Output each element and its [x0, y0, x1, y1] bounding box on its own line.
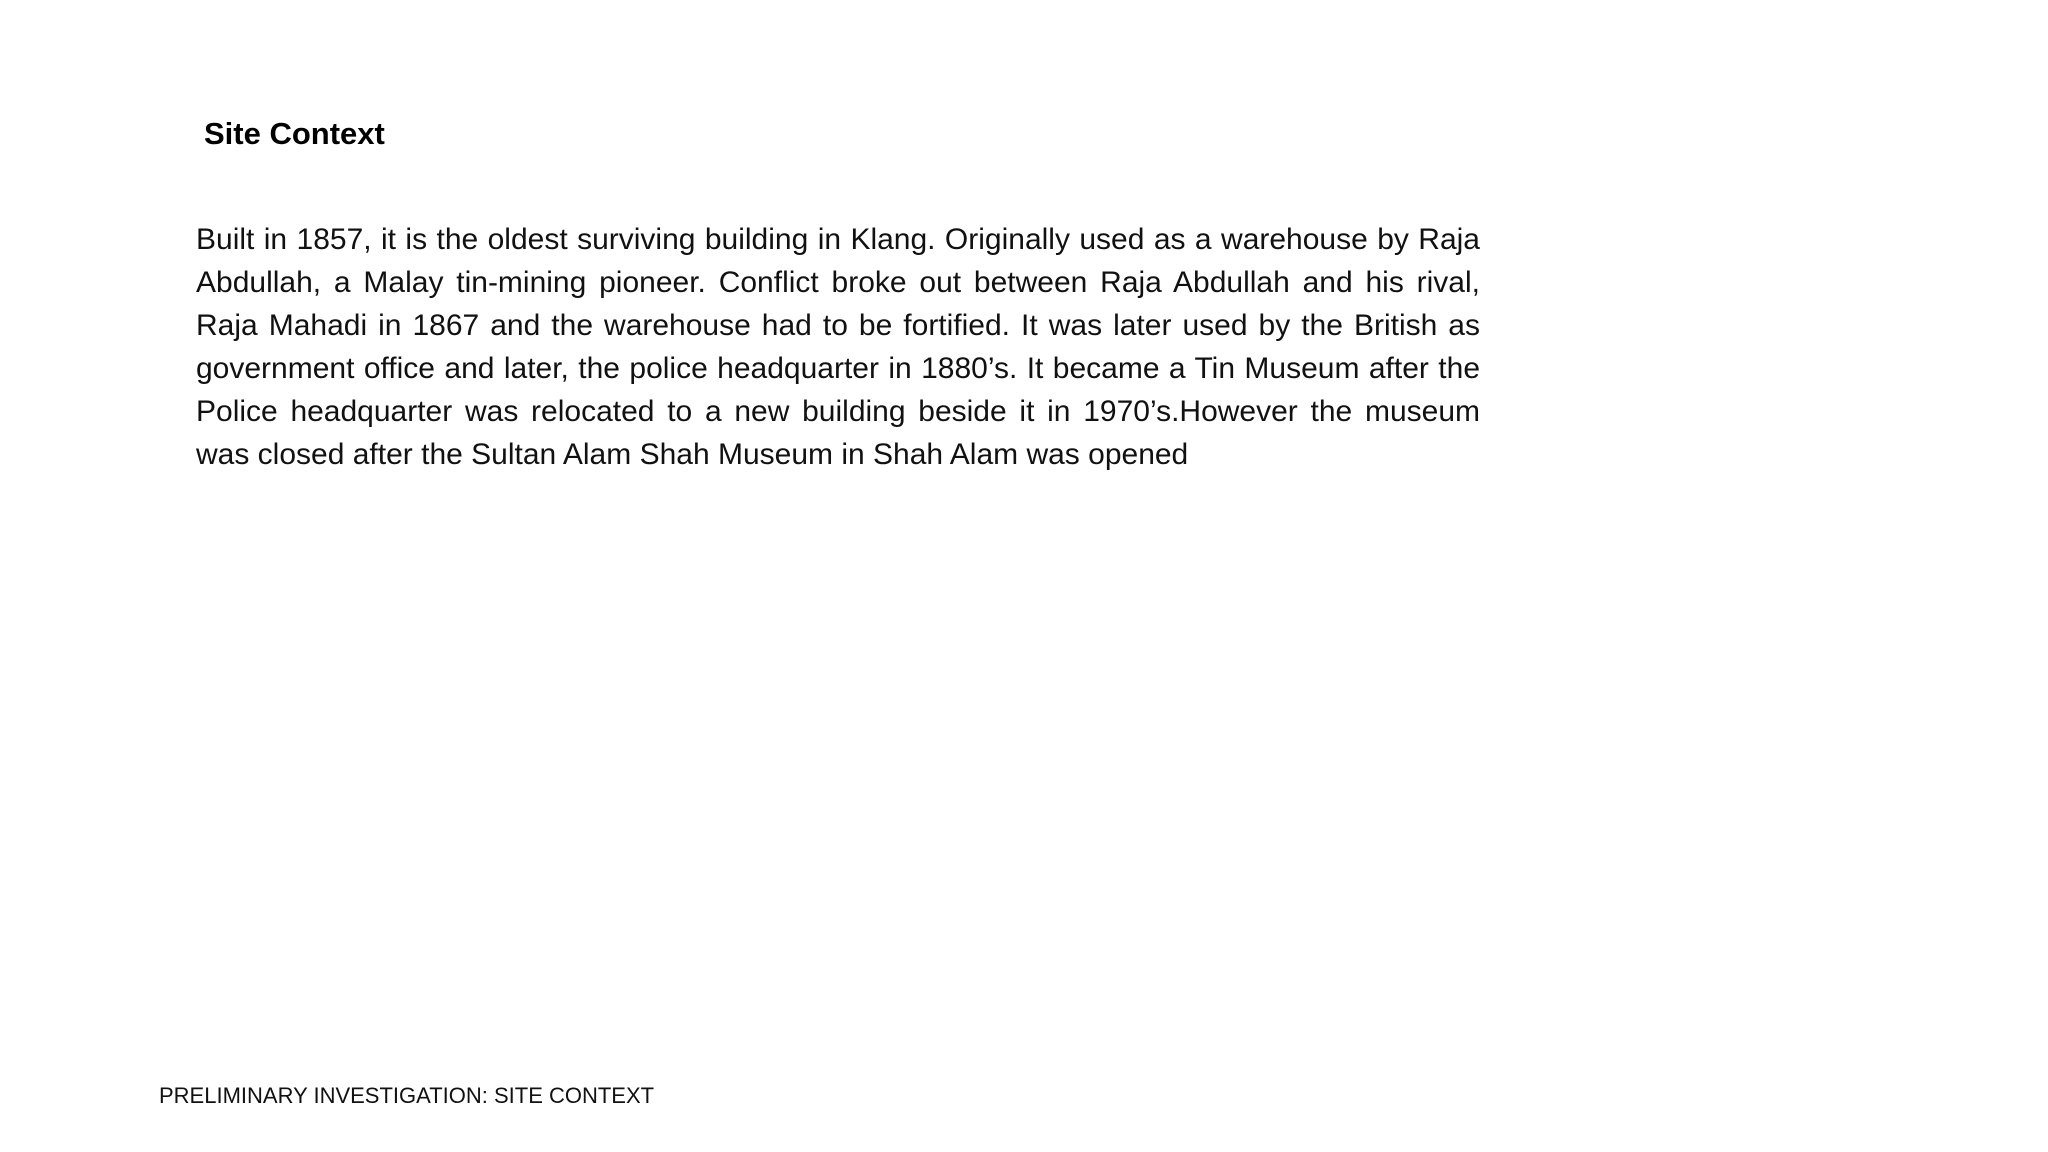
page-heading: Site Context — [204, 116, 385, 151]
body-paragraph: Built in 1857, it is the oldest surviving building in Klang. Originally used as a warehouse by Raja Abdullah, a Malay tin-mining pioneer. Conflict broke out between Raja Abdullah and his rival, Raja Mahadi in 1867 and the warehouse had to be fortified. It was later used by the British as government office and later, the police headquarter in 1880’s. It became a Tin Museum after the Police headquarter was relocated to a new building beside it in 1970’s.However the museum was closed after the Sultan Alam Shah Museum in Shah Alam was opened — [196, 223, 1480, 471]
page-footer: PRELIMINARY INVESTIGATION: SITE CONTEXT — [159, 1083, 655, 1108]
